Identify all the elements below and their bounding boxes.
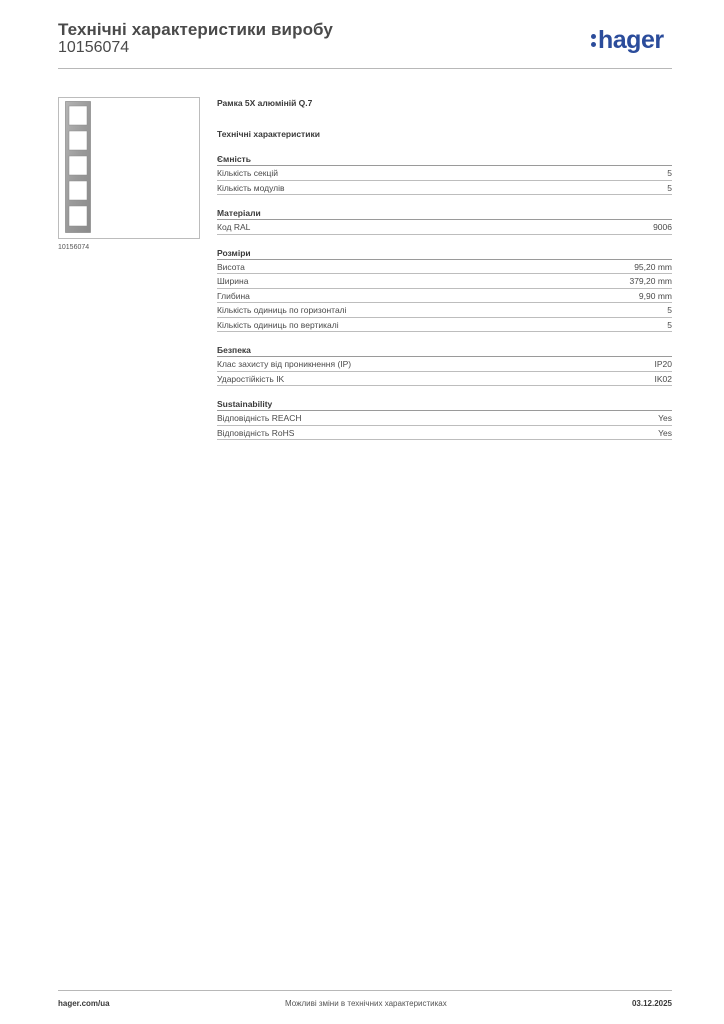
spec-value: 5 [667, 305, 672, 315]
spec-group [217, 247, 672, 333]
spec-value: Yes [658, 413, 672, 423]
spec-row [217, 303, 672, 318]
spec-group-title: Матеріали [217, 207, 672, 220]
spec-label: Відповідність REACH [217, 413, 302, 423]
spec-row [217, 274, 672, 289]
page-title: Технічні характеристики виробу [58, 20, 333, 39]
spec-content [217, 96, 672, 440]
spec-row [217, 166, 672, 181]
spec-value: 5 [667, 182, 672, 193]
spec-row [217, 260, 672, 275]
spec-value: IK02 [654, 373, 672, 384]
spec-label: Код RAL [217, 222, 251, 232]
spec-row [217, 411, 672, 426]
spec-row [217, 181, 672, 196]
product-name: Рамка 5X алюміній Q.7 [217, 98, 313, 108]
spec-row [217, 318, 672, 333]
spec-row [217, 220, 672, 235]
spec-label: Ударостійкість IK [217, 373, 285, 384]
logo-text: hager [598, 26, 664, 54]
spec-label: Глибина [217, 290, 250, 301]
spec-row [217, 372, 672, 387]
spec-label: Ширина [217, 276, 249, 286]
spec-label: Висота [217, 261, 245, 272]
specs-heading: Технічні характеристики [217, 129, 320, 139]
product-image [65, 101, 91, 233]
spec-value: 9,90 mm [638, 290, 672, 301]
spec-group [217, 398, 672, 440]
spec-label: Кількість секцій [217, 168, 278, 178]
header-divider [58, 68, 672, 69]
spec-value: 5 [667, 168, 672, 178]
spec-label: Клас захисту від проникнення (IP) [217, 359, 352, 369]
spec-group [217, 207, 672, 235]
hager-logo [591, 26, 664, 54]
spec-value: 95,20 mm [634, 261, 672, 272]
spec-group-title: Ємність [217, 153, 672, 166]
spec-group-title: Sustainability [217, 398, 672, 411]
spec-value: 5 [667, 319, 672, 330]
spec-label: Кількість одиниць по горизонталі [217, 305, 347, 315]
spec-group-title: Розміри [217, 247, 672, 260]
logo-dots-icon [591, 32, 596, 48]
spec-group-title: Безпека [217, 344, 672, 357]
footer-disclaimer: Можливі зміни в технічних характеристиках [285, 999, 447, 1008]
spec-label: Кількість модулів [217, 182, 285, 193]
spec-row [217, 426, 672, 441]
footer-date: 03.12.2025 [631, 999, 672, 1008]
spec-value: 379,20 mm [629, 276, 672, 286]
spec-label: Відповідність RoHS [217, 427, 295, 438]
spec-group [217, 153, 672, 195]
footer-website-link[interactable]: hager.com/ua [58, 999, 110, 1008]
spec-value: IP20 [654, 359, 672, 369]
spec-row [217, 357, 672, 372]
spec-label: Кількість одиниць по вертикалі [217, 319, 339, 330]
spec-value: 9006 [653, 222, 672, 232]
footer-divider [58, 990, 672, 991]
spec-groups [217, 153, 672, 440]
spec-row [217, 289, 672, 304]
spec-group [217, 344, 672, 386]
spec-value: Yes [658, 427, 672, 438]
product-code: 10156074 [58, 39, 130, 56]
image-caption: 10156074 [58, 244, 90, 251]
